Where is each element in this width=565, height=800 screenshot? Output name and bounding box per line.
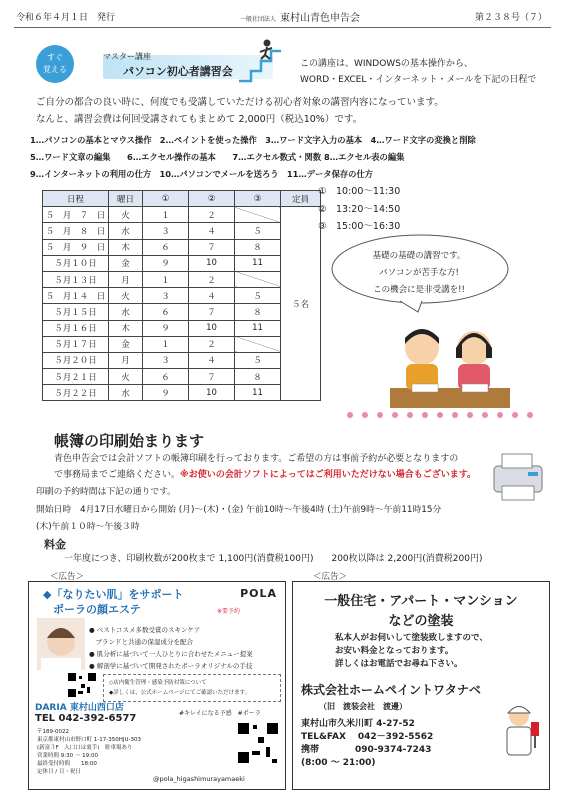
pola-headline-1: ◆「なりたい肌」をサポート	[43, 588, 184, 601]
bubble-line-1: 基礎の基礎の講習です。	[372, 251, 466, 261]
topic-line-1: 1…パソコンの基本とマウス操作 2…ペイントを使った操作 3…ワード文字入力の基本 4…ワード文字の変換と削除	[30, 135, 476, 145]
row-date: ５月２０日	[43, 352, 109, 368]
page-header	[14, 8, 551, 24]
paint-body-line: 詳しくはお電話でお尋ね下さい。	[335, 659, 463, 669]
pola-bullet: ● ベストコスメ多数受賞のスキンケア	[89, 626, 201, 634]
row-slot-2: ２	[189, 336, 235, 352]
row-weekday: 月	[109, 352, 143, 368]
row-slot-3: 11	[235, 255, 281, 271]
printing-body-line-2	[54, 467, 494, 483]
face-photo	[37, 618, 85, 670]
paint-body-line: お安い料金となっております。	[335, 646, 454, 656]
course-badge	[36, 45, 74, 83]
row-slot-3: 11	[235, 320, 281, 336]
printing-reserve: 印刷の予約時間は下記の通りです。	[36, 487, 177, 497]
fee-body: 一年度につき、印刷枚数が200枚まで 1,100円(消費税100円) 200枚以降は 2,200円(消費税200円)	[64, 554, 483, 564]
row-date: ５ 月 ７ 日	[43, 207, 109, 223]
schedule-row	[43, 369, 321, 385]
issue-number: 第２３８号（７）	[474, 13, 547, 23]
row-slot-3: ８	[235, 304, 281, 320]
paint-hours: (8:00 ～ 21:00)	[301, 758, 376, 768]
row-slot-2: 10	[189, 255, 235, 271]
studying-kids-illustration	[390, 318, 510, 410]
row-slot-2: ２	[189, 207, 235, 223]
paint-address: 東村山市久米川町 4-27-52	[301, 719, 415, 729]
row-date: ５ 月 ８ 日	[43, 223, 109, 239]
row-date: ５月１７日	[43, 336, 109, 352]
pola-bullet: ● 解剖学に基づいて開発されたポーラオリジナルの手技	[89, 662, 253, 670]
schedule-header-row	[43, 191, 321, 207]
row-slot-2: ７	[189, 239, 235, 255]
paint-telfax-row	[301, 731, 433, 744]
printing-body	[54, 451, 494, 483]
row-date: ５月２２日	[43, 385, 109, 401]
paint-contact	[301, 718, 433, 770]
row-weekday: 火	[109, 288, 143, 304]
printing-start: 開始日時 4月17日水曜日から開始 (月)～(木)・(金) 午前10時～午後4時 (土)午前9時～午前11時15分	[36, 504, 442, 515]
ad-label-right: ＜広告＞	[313, 572, 348, 582]
fee-title: 料金	[44, 538, 66, 551]
bubble-text	[330, 248, 508, 299]
intro-line-4: なんと、講習会費は何回受講されてもまとめて 2,000円（税込10%）です。	[36, 114, 363, 125]
pola-notice-2: ◆詳しくは、公式ホームページにてご確認いただけます。	[109, 690, 251, 696]
row-slot-1: ６	[143, 239, 189, 255]
header-slot-1: ①	[143, 191, 189, 207]
row-slot-3: ５	[235, 288, 281, 304]
row-slot-3: ５	[235, 352, 281, 368]
flower-divider-icon	[345, 410, 535, 420]
schedule-row	[43, 288, 321, 304]
pola-address-line: 営業時間 9:30 ～ 19:00	[37, 753, 98, 759]
paint-ad	[292, 581, 550, 790]
intro-line-2: WORD・EXCEL・インターネット・メールを下記の日程で	[300, 75, 537, 85]
pola-address	[37, 728, 141, 776]
pola-ad	[28, 581, 286, 790]
pola-store-name: DARIA 東村山西口店	[35, 703, 124, 713]
row-date: ５月２１日	[43, 369, 109, 385]
header-slot-2: ②	[189, 191, 235, 207]
schedule-row	[43, 320, 321, 336]
printing-warning: ※お使いの会計ソフトによってはご利用いただけない場合もございます。	[180, 470, 477, 480]
pola-headline-2: ポーラの顔エステ	[53, 603, 141, 616]
pola-bullet: ブランドと共通の保湿成分を配合	[89, 638, 193, 646]
instagram-qr-icon[interactable]	[236, 721, 280, 765]
row-date: ５月１３日	[43, 271, 109, 287]
topic-list	[30, 132, 476, 183]
paint-title-2: などの塗装	[388, 614, 454, 629]
row-date: ５月１０日	[43, 255, 109, 271]
topic-line-3: 9…インターネットの利用の仕方 10…パソコンでメールを送ろう 11…データ保存の仕方	[30, 169, 374, 179]
schedule-row	[43, 271, 321, 287]
intro-line-1: この講座は、WINDOWSの基本操作から、	[300, 59, 473, 69]
schedule-row	[43, 336, 321, 352]
badge-line-2: 覚える	[43, 65, 67, 74]
row-slot-3: 11	[235, 385, 281, 401]
row-slot-3	[235, 207, 281, 223]
stairs-climber-icon	[237, 37, 283, 83]
badge-line-1: すぐ	[47, 53, 63, 62]
schedule-row	[43, 385, 321, 401]
row-weekday: 金	[109, 255, 143, 271]
schedule-row	[43, 223, 321, 239]
printing-thursday: (木)午前１０時～午後３時	[36, 522, 140, 532]
printing-title: 帳簿の印刷始まります	[54, 432, 205, 450]
time-slot-1: ① 10:00～11:30	[318, 186, 401, 197]
bubble-line-2: パソコンが苦手な方!	[379, 268, 459, 278]
row-weekday: 金	[109, 336, 143, 352]
pola-instagram: @pola_higashimurayamaeki	[153, 775, 245, 783]
row-slot-1: ３	[143, 223, 189, 239]
row-slot-1: ６	[143, 369, 189, 385]
schedule-table	[42, 190, 321, 401]
row-slot-2: ４	[189, 288, 235, 304]
row-weekday: 月	[109, 271, 143, 287]
course-intro	[300, 56, 550, 88]
row-slot-3: ８	[235, 369, 281, 385]
row-date: ５月１５日	[43, 304, 109, 320]
row-slot-1: ６	[143, 304, 189, 320]
printing-contact: で事務局までご連絡ください。	[54, 470, 181, 480]
paint-company: 株式会社ホームペイントワタナベ	[301, 683, 481, 697]
row-slot-3: ８	[235, 239, 281, 255]
issue-date: 令和６年４月１日 発行	[16, 13, 116, 23]
paint-mobile-label: 携帯	[301, 745, 320, 755]
row-slot-3	[235, 271, 281, 287]
time-slot-3: ③ 15:00～16:30	[318, 221, 401, 232]
paint-former-name: （旧 渡装会社 渡邊）	[319, 702, 407, 711]
paint-telfax-label: TEL&FAX	[301, 732, 346, 742]
header-divider	[14, 27, 551, 28]
intro-line-3: ご自分の都合の良い時に、何度でも受講していただける初心者対象の講習内容になっています。	[36, 97, 444, 108]
row-slot-1: １	[143, 336, 189, 352]
schedule-row	[43, 207, 321, 223]
schedule-row	[43, 255, 321, 271]
pola-address-line: (新富３F 入口口は裏手) 駐車場あり	[37, 745, 133, 751]
row-weekday: 木	[109, 239, 143, 255]
org-type: 一般社団法人	[240, 16, 277, 23]
pola-address-line: 最終受付時間 18:00	[37, 761, 97, 767]
schedule-row	[43, 304, 321, 320]
row-weekday: 火	[109, 369, 143, 385]
paint-title-1: 一般住宅・アパート・マンション	[324, 594, 518, 609]
course-title: パソコン初心者講習会	[123, 65, 233, 78]
schedule-row	[43, 239, 321, 255]
pola-bullets	[89, 624, 253, 672]
row-slot-2: ２	[189, 271, 235, 287]
row-slot-2: 10	[189, 385, 235, 401]
pola-address-line: 東京都東村山市野口町 1-17-350HJU-303	[37, 737, 141, 743]
capacity-cell: ５名	[281, 207, 321, 401]
ad-label-left: ＜広告＞	[50, 572, 85, 582]
header-capacity: 定員	[281, 191, 321, 207]
pola-notice-1: ◇店内衛生管理・感染予防対策について	[109, 680, 207, 686]
qr-code-icon[interactable]	[67, 672, 97, 698]
paint-body-line: 私本人がお伺いして塗装致しますので、	[335, 633, 488, 643]
row-weekday: 水	[109, 385, 143, 401]
org-name: 東村山青色申告会	[280, 13, 361, 24]
row-slot-1: ３	[143, 352, 189, 368]
header-weekday: 曜日	[109, 191, 143, 207]
bubble-line-3: この機会に是非受講を!!	[373, 285, 465, 295]
row-slot-2: 10	[189, 320, 235, 336]
course-description	[36, 94, 536, 128]
row-weekday: 木	[109, 320, 143, 336]
topic-line-2: 5…ワード文章の編集 6…エクセル操作の基本 7…エクセル数式・関数 8…エクセル表の編集	[30, 152, 405, 162]
row-slot-1: ９	[143, 385, 189, 401]
paint-mobile: 090-9374-7243	[355, 745, 432, 755]
printing-body-line-1: 青色申告会では会計ソフトの帳簿印刷を行っております。ご希望の方は事前予約が必要となりますの	[54, 454, 459, 464]
row-slot-1: １	[143, 207, 189, 223]
pola-logo: POLA	[240, 587, 277, 600]
pola-phone: TEL 042-392-6577	[35, 713, 137, 724]
row-slot-3	[235, 336, 281, 352]
row-date: ５ 月 ９ 日	[43, 239, 109, 255]
time-slots	[318, 183, 400, 236]
row-slot-3: ５	[235, 223, 281, 239]
painter-illustration	[495, 700, 543, 764]
pola-reservation-note: ※要予約	[217, 608, 241, 615]
paint-body	[335, 632, 488, 671]
course-subtitle: マスター講座	[103, 52, 151, 61]
time-slot-2: ② 13:20～14:50	[318, 203, 401, 215]
row-date: ５月１６日	[43, 320, 109, 336]
row-weekday: 水	[109, 304, 143, 320]
row-slot-1: ３	[143, 288, 189, 304]
pola-address-line: 定休日 / 日・祝日	[37, 769, 81, 775]
header-date: 日程	[43, 191, 109, 207]
schedule-row	[43, 352, 321, 368]
row-weekday: 火	[109, 207, 143, 223]
row-slot-1: ９	[143, 320, 189, 336]
row-slot-1: １	[143, 271, 189, 287]
pola-hashtags: #キレイになる予感 #ポーラ	[179, 710, 261, 717]
printing-times	[36, 484, 556, 537]
row-weekday: 水	[109, 223, 143, 239]
header-slot-3: ③	[235, 191, 281, 207]
pola-notice-box	[103, 674, 281, 702]
row-slot-2: ７	[189, 369, 235, 385]
pola-bullet: ● 肌分析に基づいて一人ひとりに合わせたメニュー提案	[89, 650, 253, 658]
row-slot-2: ４	[189, 223, 235, 239]
row-slot-2: ７	[189, 304, 235, 320]
row-slot-1: ９	[143, 255, 189, 271]
paint-mobile-row	[301, 744, 433, 757]
paint-telfax: 042－392-5562	[357, 732, 434, 742]
pola-address-line: 〒189-0022	[37, 729, 69, 735]
row-date: ５ 月１４ 日	[43, 288, 109, 304]
row-slot-2: ４	[189, 352, 235, 368]
organization	[240, 9, 360, 24]
